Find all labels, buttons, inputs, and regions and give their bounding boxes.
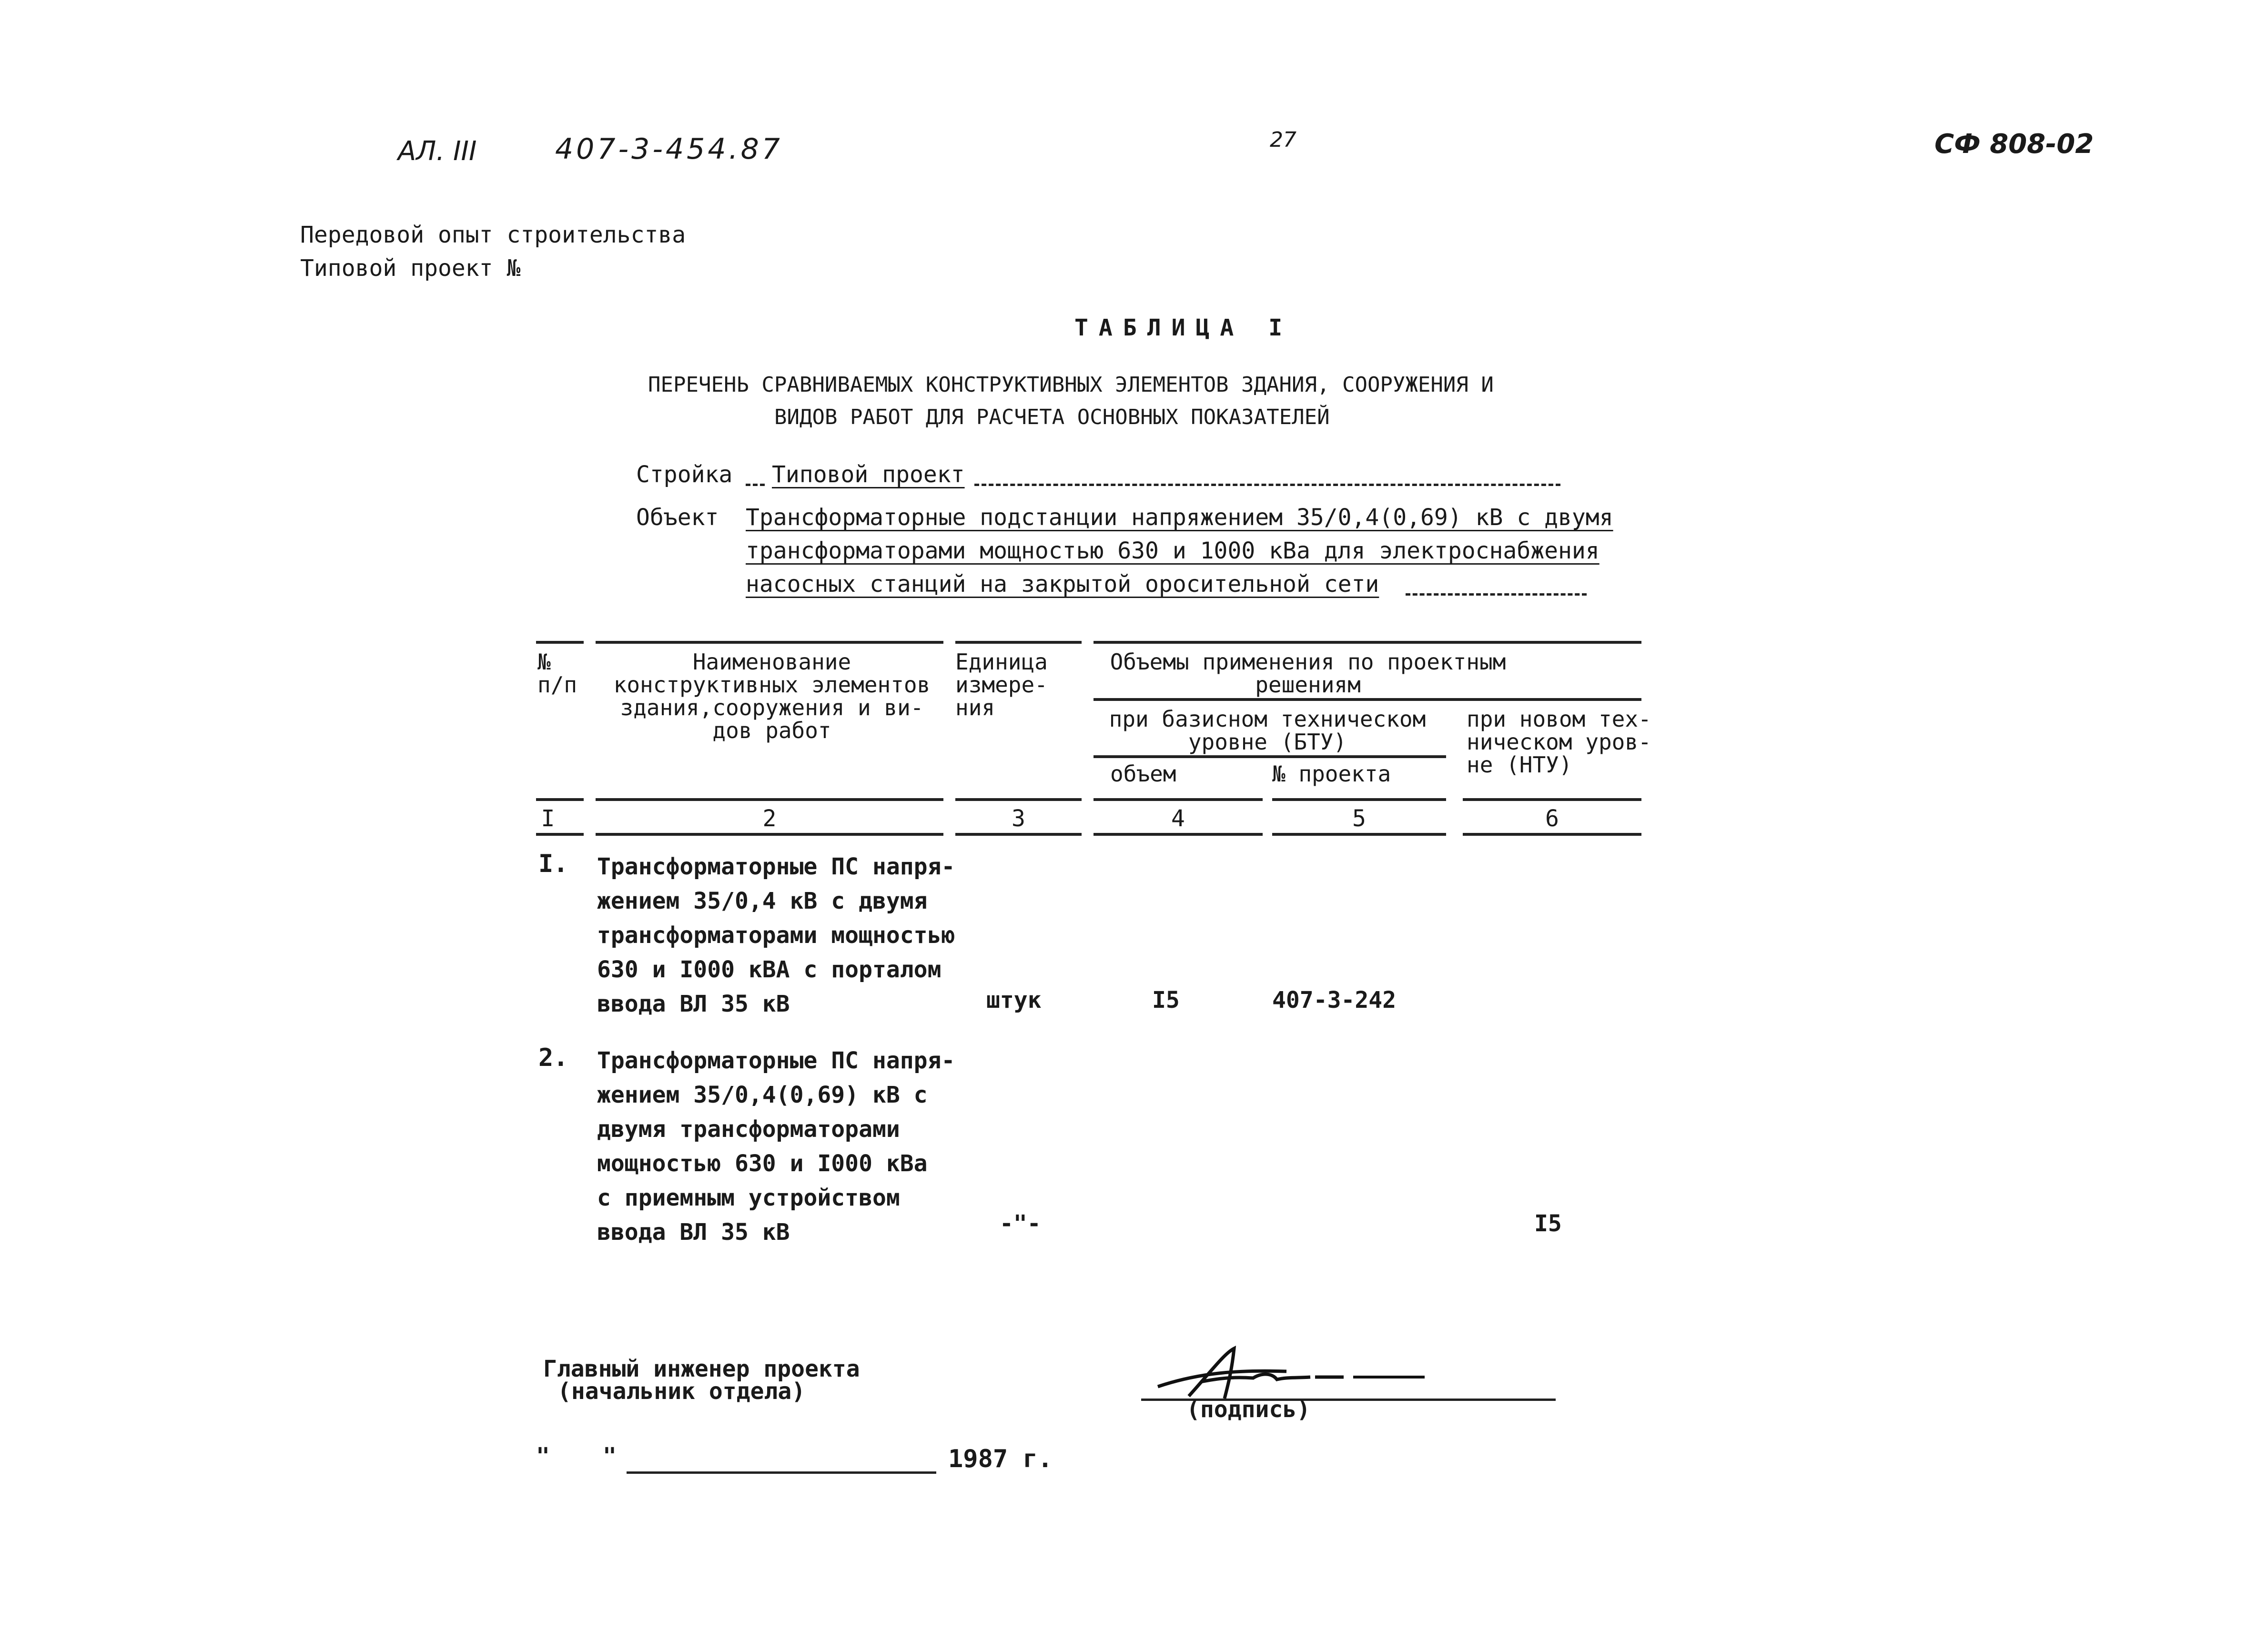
chief-engineer-role: Главный инженер проекта xyxy=(543,1356,860,1382)
stroika-value: Типовой проект xyxy=(772,461,965,488)
rule-numrow-top-1 xyxy=(536,798,584,801)
col-number-5: 5 xyxy=(1352,805,1366,832)
table-title: ТАБЛИЦА I xyxy=(1074,314,1293,341)
subtitle-line-1: ПЕРЕЧЕНЬ СРАВНИВАЕМЫХ КОНСТРУКТИВНЫХ ЭЛЕМЕНТОВ ЗДАНИЯ, СООРУЖЕНИЯ И xyxy=(648,373,1494,397)
row-1-num: I. xyxy=(538,850,568,878)
rule-numrow-bottom-2 xyxy=(596,833,943,836)
row-2-num: 2. xyxy=(538,1044,568,1072)
object-dash-fill xyxy=(1406,593,1587,596)
col-header-volume: объем xyxy=(1110,761,1176,787)
col-number-1: I xyxy=(541,805,555,832)
col-header-project: № проекта xyxy=(1272,761,1391,787)
chief-engineer-dept: (начальник отдела) xyxy=(557,1378,806,1405)
row-1-volume: I5 xyxy=(1152,987,1180,1014)
subtitle-line-2: ВИДОВ РАБОТ ДЛЯ РАСЧЕТА ОСНОВНЫХ ПОКАЗАТЕЛЕЙ xyxy=(774,405,1330,429)
col-header-name: Наименование конструктивных элементов здания,сооружения и ви- дов работ xyxy=(613,649,931,743)
date-quote-close: " xyxy=(603,1443,617,1470)
rule-numrow-top-3 xyxy=(955,798,1082,801)
col-header-unit: Единица измере- ния xyxy=(955,649,1048,720)
rule-numrow-bottom-5 xyxy=(1272,833,1446,836)
rule-numrow-top-4 xyxy=(1094,798,1263,801)
object-label: Объект xyxy=(636,504,719,531)
intro-line-2: Типовой проект № xyxy=(300,255,521,282)
col-number-2: 2 xyxy=(762,805,777,832)
stroika-label: Стройка xyxy=(636,461,733,488)
date-blank-line xyxy=(627,1471,936,1474)
rule-numrow-top-6 xyxy=(1463,798,1641,801)
rule-top-col2 xyxy=(596,641,943,644)
col-number-6: 6 xyxy=(1545,805,1559,832)
row-2-ntu: I5 xyxy=(1534,1210,1562,1237)
rule-btu-bottom xyxy=(1094,755,1446,758)
rule-numrow-bottom-6 xyxy=(1463,833,1641,836)
rule-numrow-bottom-4 xyxy=(1094,833,1263,836)
signature-caption: (подпись) xyxy=(1186,1396,1311,1423)
row-1-unit: штук xyxy=(986,987,1042,1014)
row-1-name: Трансформаторные ПС напря- жением 35/0,4 кВ с двумя трансформаторами мощностью 630 и I000 кВА с порталом ввода ВЛ 35 кВ xyxy=(597,853,955,1017)
group-header: Объемы применения по проектным решениям xyxy=(1110,649,1506,698)
col-number-3: 3 xyxy=(1012,805,1025,832)
object-line-1: Трансформаторные подстанции напряжением 35/0,4(0,69) кВ с двумя xyxy=(746,504,1613,531)
btu-header: при базисном техническом уровне (БТУ) xyxy=(1109,706,1426,755)
intro-line-1: Передовой опыт строительства xyxy=(300,222,686,248)
object-line-3: насосных станций на закрытой оросительной сети xyxy=(746,571,1379,598)
row-1-project: 407-3-242 xyxy=(1272,987,1397,1014)
rule-numrow-bottom-1 xyxy=(536,833,584,836)
sheet-code: СФ 808-02 xyxy=(1934,129,2094,160)
rule-top-group xyxy=(1094,641,1641,644)
ntu-header: при новом тех- ническом уров- не (НТУ) xyxy=(1467,706,1651,778)
rule-group-bottom xyxy=(1094,698,1641,701)
album-number: АЛ. III xyxy=(398,136,477,167)
date-year: 1987 г. xyxy=(948,1445,1053,1473)
object-line-2: трансформаторами мощностью 630 и 1000 кВа для электроснабжения xyxy=(746,537,1600,564)
stroika-dash-fill xyxy=(974,484,1560,486)
rule-numrow-top-2 xyxy=(596,798,943,801)
col-number-4: 4 xyxy=(1171,805,1185,832)
page-number: 27 xyxy=(1270,128,1296,152)
rule-top-col3 xyxy=(955,641,1082,644)
col-header-num: № п/п xyxy=(537,649,577,698)
row-2-name: Трансформаторные ПС напря- жением 35/0,4(0,69) кВ с двумя трансформаторами мощностью 630 и I000 кВа с приемным устройством ввода ВЛ 35 кВ xyxy=(597,1047,955,1246)
row-2-unit: -"- xyxy=(1000,1210,1041,1237)
rule-numrow-bottom-3 xyxy=(955,833,1082,836)
rule-top-col1 xyxy=(536,641,584,644)
date-quote-open: " xyxy=(536,1443,550,1470)
rule-numrow-top-5 xyxy=(1272,798,1446,801)
stroika-dash-lead xyxy=(746,484,765,486)
project-code: 407-3-454.87 xyxy=(555,132,783,166)
